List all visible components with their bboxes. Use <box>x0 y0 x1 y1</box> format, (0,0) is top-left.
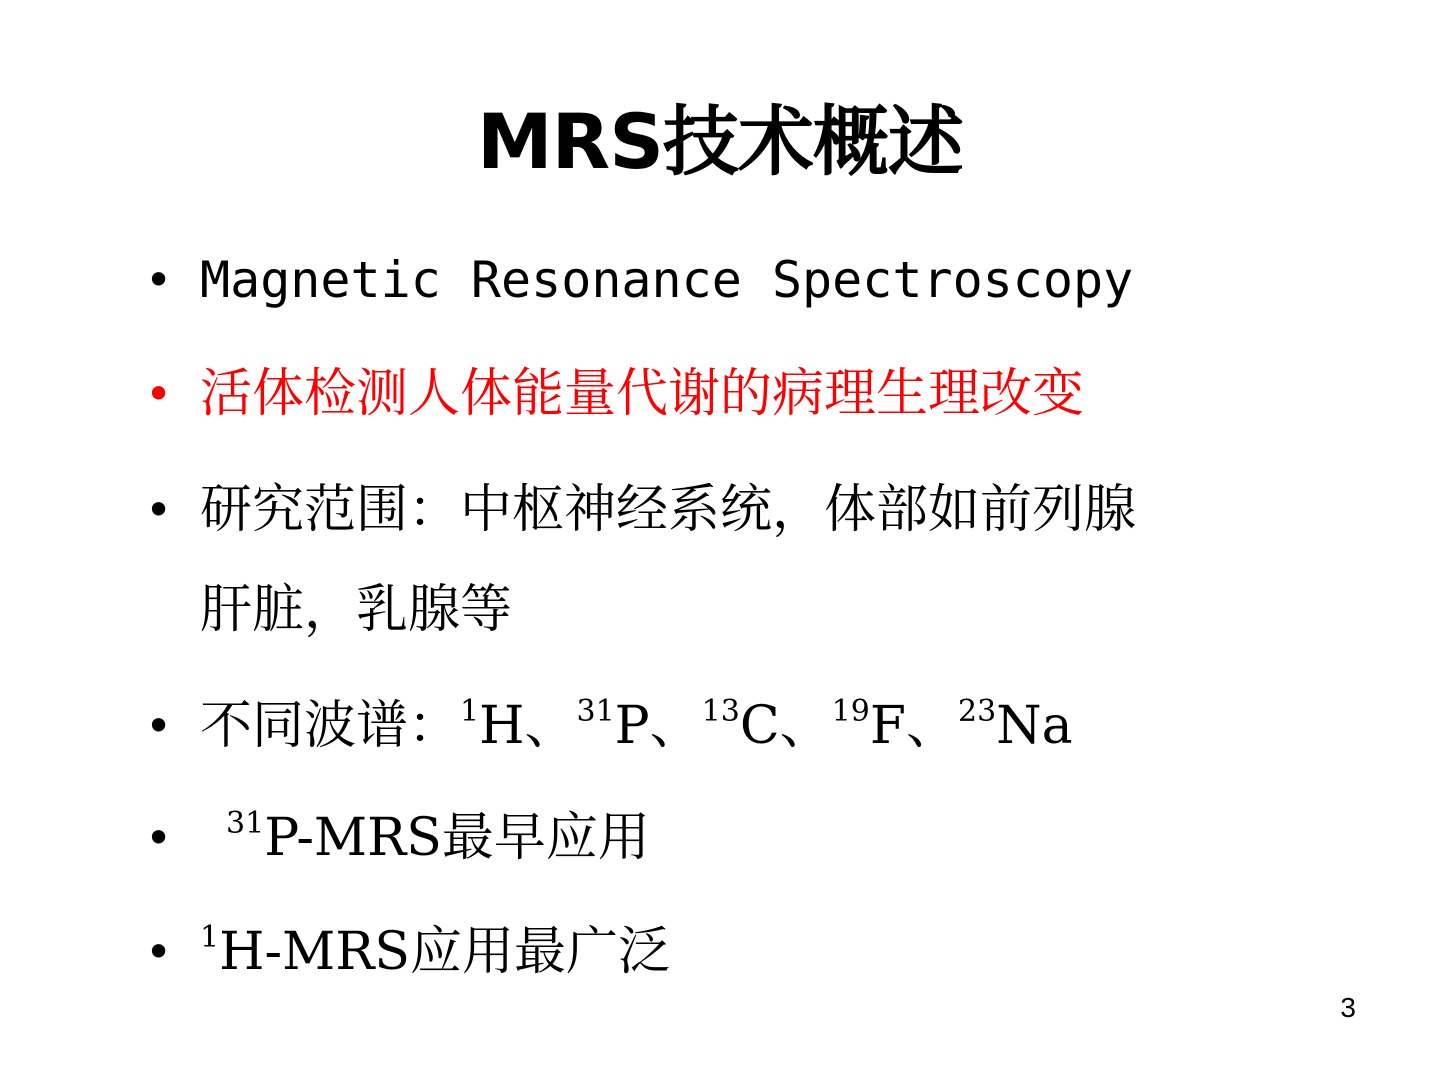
bullet-text: Magnetic Resonance Spectroscopy <box>200 251 1134 309</box>
bullet-icon: • <box>145 699 173 753</box>
isotope-symbol: C <box>739 696 780 756</box>
isotope-symbol: F <box>869 696 906 756</box>
bullet-item-h1-mrs <box>145 902 670 1002</box>
isotope-mass: 1 <box>200 919 220 955</box>
bullet-text <box>200 902 670 1002</box>
bullet-icon: • <box>145 483 173 537</box>
bullet-item-in-vivo <box>145 344 1084 444</box>
isotope-symbol: P <box>614 696 650 756</box>
page-number: 3 <box>1340 992 1356 1023</box>
spectra-prefix: 不同波谱： <box>200 696 461 756</box>
bullet-text: 活体检测人体能量代谢的病理生理改变 <box>200 364 1085 424</box>
bullet-text-line-2: 肝脏，乳腺等 <box>200 580 513 640</box>
bullet-text-body: P-MRS最早应用 <box>264 808 650 868</box>
separator: 、 <box>905 696 958 756</box>
isotope-symbol: Na <box>996 696 1073 756</box>
separator: 、 <box>779 696 832 756</box>
slide-title: MRS技术概述 <box>477 97 963 186</box>
isotope-mass: 1 <box>460 693 480 729</box>
isotope-mass: 23 <box>957 693 997 729</box>
bullet-item-p31-mrs <box>145 788 650 888</box>
bullet-text <box>200 676 1073 776</box>
isotope-mass: 13 <box>701 693 740 729</box>
bullet-text <box>200 460 1136 660</box>
bullet-icon: • <box>145 367 173 421</box>
bullet-text-body: H-MRS应用最广泛 <box>219 922 671 982</box>
isotope-mass: 31 <box>226 805 265 841</box>
bullet-icon: • <box>145 811 173 865</box>
bullet-item-mrs-name <box>145 230 1133 330</box>
separator: 、 <box>524 696 577 756</box>
isotope-mass: 31 <box>576 693 615 729</box>
bullet-text-line-1: 研究范围：中枢神经系统，体部如前列腺 <box>200 480 1137 540</box>
bullet-icon: • <box>145 925 173 979</box>
bullet-text <box>200 788 650 888</box>
separator: 、 <box>649 696 702 756</box>
isotope-mass: 19 <box>831 693 870 729</box>
bullet-icon: • <box>145 253 173 307</box>
isotope-symbol: H <box>479 696 525 756</box>
bullet-item-spectra <box>145 676 1073 776</box>
bullet-item-research-scope <box>145 460 1136 660</box>
